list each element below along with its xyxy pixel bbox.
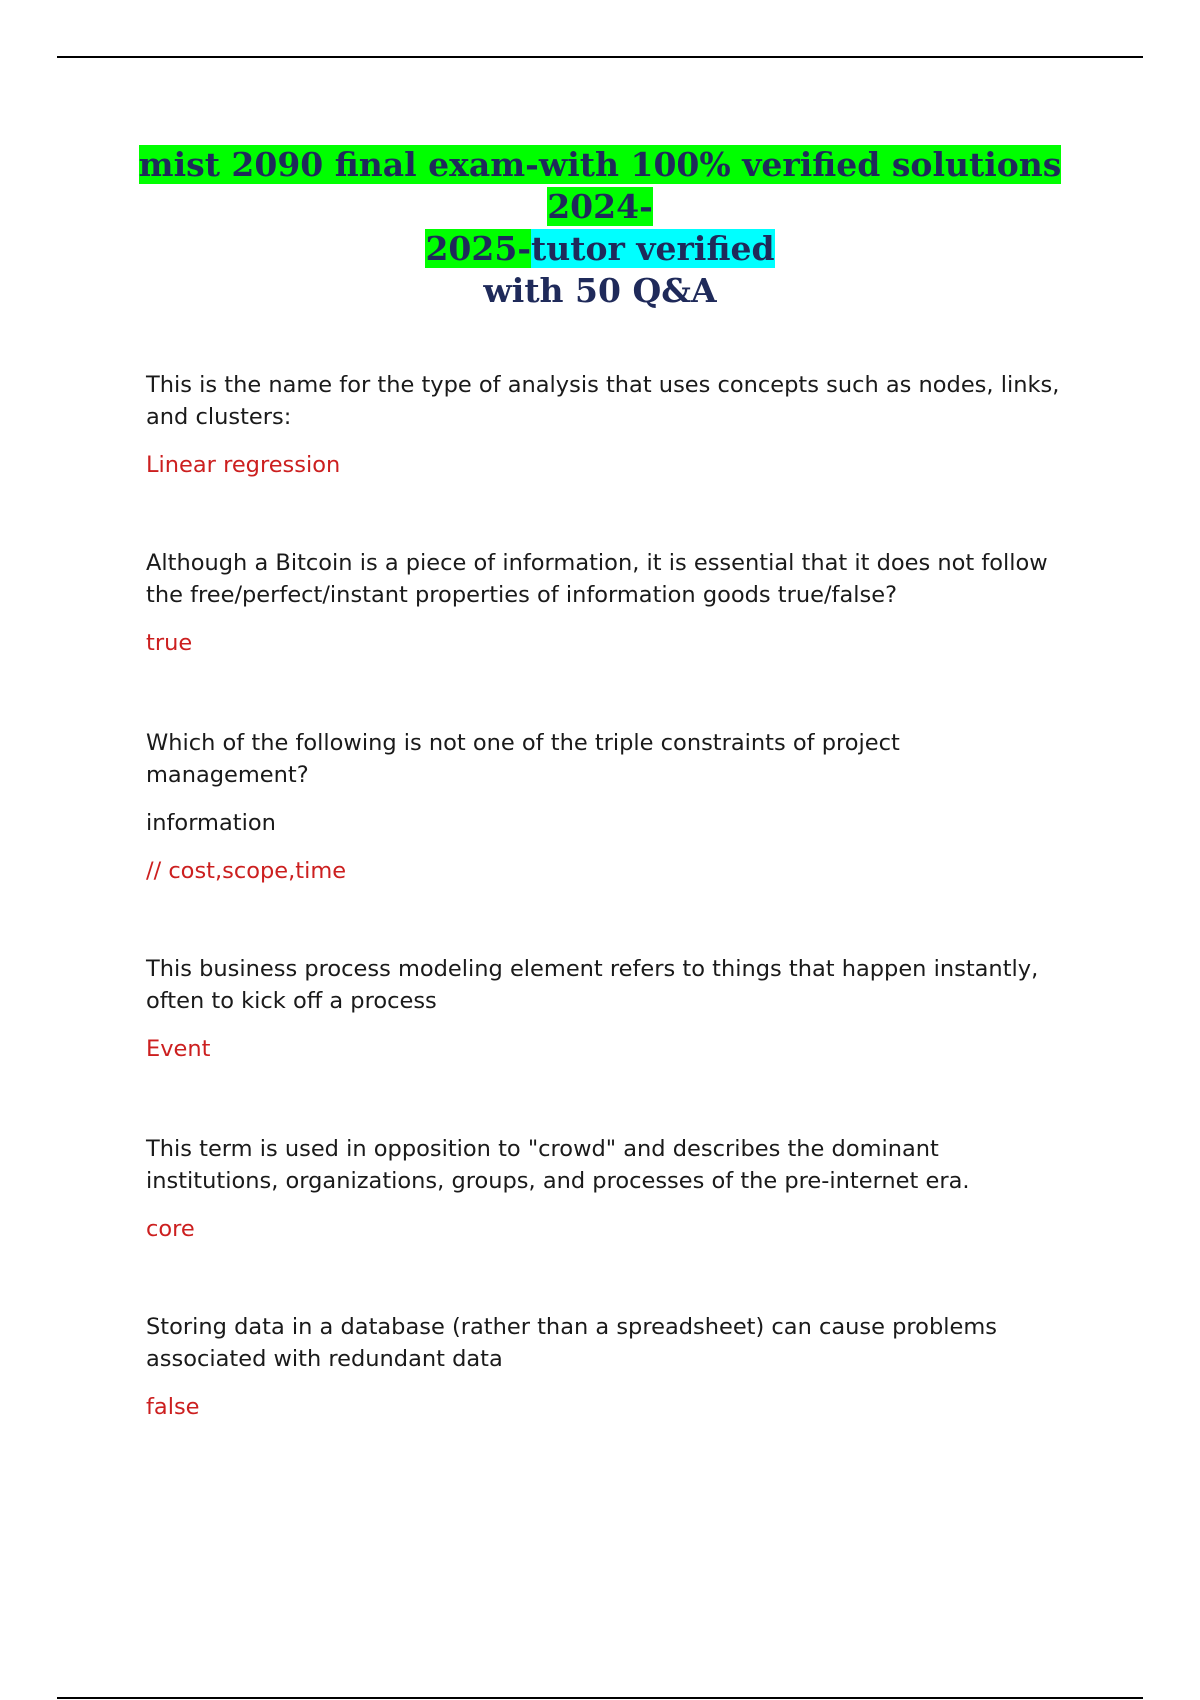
question-1: This is the name for the type of analysis that uses concepts such as nodes, links, and clusters: <box>146 372 1060 430</box>
qa-block-5 <box>146 1133 1066 1245</box>
answer-2: true <box>146 630 193 656</box>
title-dash: - <box>517 229 532 268</box>
title-highlight-1: mist 2090 final exam-with 100% verified solutions 2024- <box>138 145 1062 226</box>
question-2: Although a Bitcoin is a piece of information, it is essential that it does not follow the free/perfect/instant properties of information goods true/false? <box>146 550 1048 608</box>
title-highlight-2: 2025 <box>425 229 518 268</box>
qa-block-4 <box>146 953 1066 1065</box>
top-rule <box>57 56 1143 58</box>
answer-5: core <box>146 1216 195 1242</box>
title-highlight-tutor: tutor verified <box>531 229 775 268</box>
answer-1: Linear regression <box>146 452 341 478</box>
qa-block-3 <box>146 727 1066 887</box>
question-3: Which of the following is not one of the triple constraints of project management? <box>146 730 900 788</box>
bottom-rule <box>57 1697 1143 1699</box>
answer-6: false <box>146 1394 200 1420</box>
question-5: This term is used in opposition to "crowd" and describes the dominant institutions, organizations, groups, and processes of the pre-internet era. <box>146 1136 970 1194</box>
qa-block-6 <box>146 1311 1066 1423</box>
document-title <box>100 144 1100 312</box>
qa-block-1 <box>146 369 1066 481</box>
answer-4: Event <box>146 1036 211 1062</box>
answer-3-plain: information <box>146 810 276 836</box>
question-6: Storing data in a database (rather than a spreadsheet) can cause problems associated with redundant data <box>146 1314 997 1372</box>
question-4: This business process modeling element refers to things that happen instantly, often to kick off a process <box>146 956 1039 1014</box>
title-subline: with 50 Q&A <box>483 271 717 310</box>
answer-3: // cost,scope,time <box>146 858 347 884</box>
qa-block-2 <box>146 547 1066 659</box>
